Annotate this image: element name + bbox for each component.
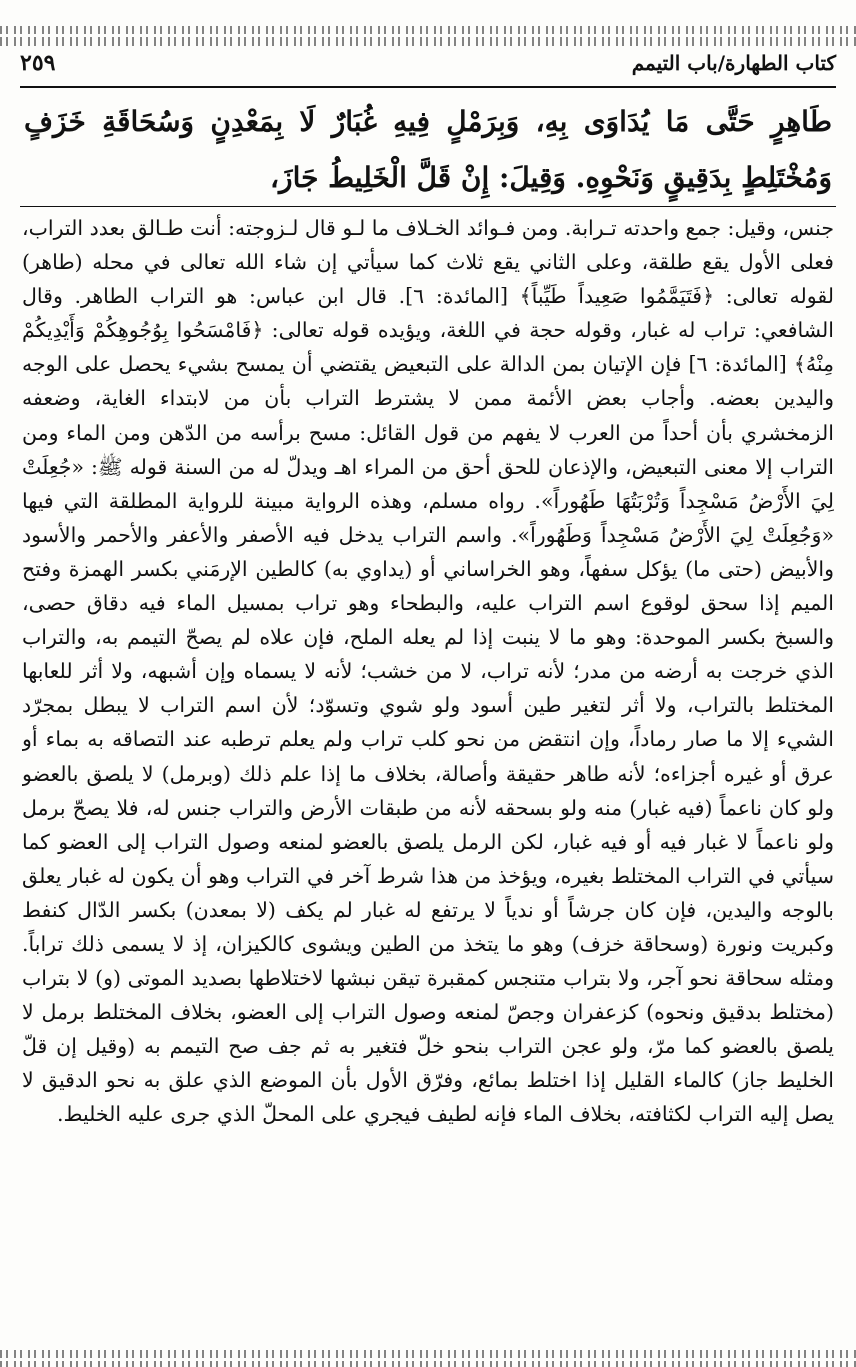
- sharh-paragraph: جنس، وقيل: جمع واحدته تـرابة. ومن فـوائد الخـلاف ما لـو قال لـزوجته: أنت طـالق بعدد التراب، فعلى الأول يقع طلقة، وعلى الثاني يقع ثلاث كما سيأتي إن شاء الله تعالى في محله (طاهر) لقوله تعالى: ﴿فَتَيَمَّمُوا صَعِيداً طَيِّباً﴾ [المائدة: ٦]. قال ابن عباس: هو التراب الطاهر. وقال الشافعي: تراب له غبار، وقوله حجة في اللغة، ويؤيده قوله تعالى: ﴿فَامْسَحُوا بِوُجُوهِكُمْ وَأَيْدِيكُمْ مِنْهُ﴾ [المائدة: ٦] فإن الإتيان بمن الدالة على التبعيض يقتضي أن يمسح بشيء يحصل على الوجه واليدين بعضه. وأجاب بعض الأئمة ممن لا يشترط التراب بأن من لابتداء الغاية، وضعفه الزمخشري بأن أحداً من العرب لا يفهم من قول القائل: مسح برأسه من الدّهن ومن الماء ومن التراب إلا معنى التبعيض، والإذعان للحق أحق من المراء اهـ ويدلّ له من السنة قوله ﷺ: «جُعِلَتْ لِيَ الأَرْضُ مَسْجِداً وَتُرْبَتُهَا طَهُوراً». رواه مسلم، وهذه الرواية مبينة للرواية المطلقة التي فيها «وَجُعِلَتْ لِيَ الأَرْضُ مَسْجِداً وَطَهُوراً». واسم التراب يدخل فيه الأصفر والأعفر والأحمر والأسود والأبيض (حتى ما) يؤكل سفهاً، وهو الخراساني أو (يداوي به) كالطين الإرمَني بكسر الهمزة وفتح الميم إذا سحق لوقوع اسم التراب عليه، والبطحاء وهو تراب بمسيل الماء فيه دقاق حصى، والسبخ بكسر الموحدة: وهو ما لا ينبت إذا لم يعله الملح، فإن علاه لم يصحّ التيمم به، والتراب الذي خرجت به أرضه من مدر؛ لأنه تراب، لا من خشب؛ لأنه لا يسماه وإن أشبهه، ولا أثر للعابها المختلط بالتراب، ولا أثر لتغير طين أسود ولو شوي وتسوّد؛ لأن اسم التراب لا يبطل بمجرّد الشيء إلا ما صار رماداً، وإن انتقض من نحو كلب تراب ولم يعلم ترطبه عند التصاقه به بماء أو عرق أو غيره أجزاءه؛ لأنه طاهر حقيقة وأصالة، بخلاف ما إذا علم ذلك (وبرمل) لا يلصق بالعضو ولو كان ناعماً (فيه غبار) منه ولو بسحقه لأنه من طبقات الأرض والتراب جنس له، فلا يصحّ برمل ولو ناعماً لا غبار فيه أو فيه غبار، لكن الرمل يلصق بالعضو لمنعه وصول التراب إلى العضو كما سيأتي في التراب المختلط بغيره، ويؤخذ من هذا شرط آخر في التراب وهو أن يكون له غبار يعلق بالوجه واليدين، فإن كان جرشاً أو ندياً لا يرتفع له غبار لم يكف (لا بمعدن) بكسر الدّال كنفط وكبريت ونورة (وسحاقة خزف) وهو ما يتخذ من الطين ويشوى كالكيزان، إذ لا يسمى ذلك تراباً. ومثله سحاقة نحو آجر، ولا بتراب متنجس كمقبرة تيقن نبشها لاختلاطها بصديد الموتى (و) لا بتراب (مختلط بدقيق ونحوه) كزعفران وجصّ لمنعه وصول التراب إلى العضو، بخلاف المختلط برمل لا يلصق بالعضو كما مرّ، ولو عجن التراب بنحو خلّ فتغير به ثم جف صح التيمم به (وقيل إن قلّ الخليط جاز) كالماء القليل إذا اختلط بمائع، وفرّق الأول بأن الموضع الذي علق به نحو الدقيق لا يصل إليه التراب لكثافته، بخلاف الماء فإنه لطيف فيجري على المحلّ الذي جرى عليه الخليط.: [22, 216, 834, 1127]
- sharh-commentary: [22, 211, 834, 1336]
- running-header: [20, 46, 836, 80]
- header-title: كتاب الطهارة/باب التيمم: [631, 51, 836, 75]
- page-number: ٢٥٩: [20, 50, 56, 76]
- matn-separator: [20, 206, 836, 207]
- matn-text: طَاهِرٍ حَتَّى مَا يُدَاوَى بِهِ، وَبِرَمْلٍ فِيهِ غُبَارٌ لَا بِمَعْدِنٍ وَسُحَاقَةِ خَزَفٍ وَمُخْتَلِطٍ بِدَقِيقٍ وَنَحْوِهِ. وَقِيلَ: إِنْ قَلَّ الْخَلِيطُ جَازَ،: [24, 105, 833, 194]
- bottom-ornament-border: [0, 1350, 856, 1367]
- top-ornament-border: [0, 26, 856, 46]
- header-rule: [20, 86, 836, 88]
